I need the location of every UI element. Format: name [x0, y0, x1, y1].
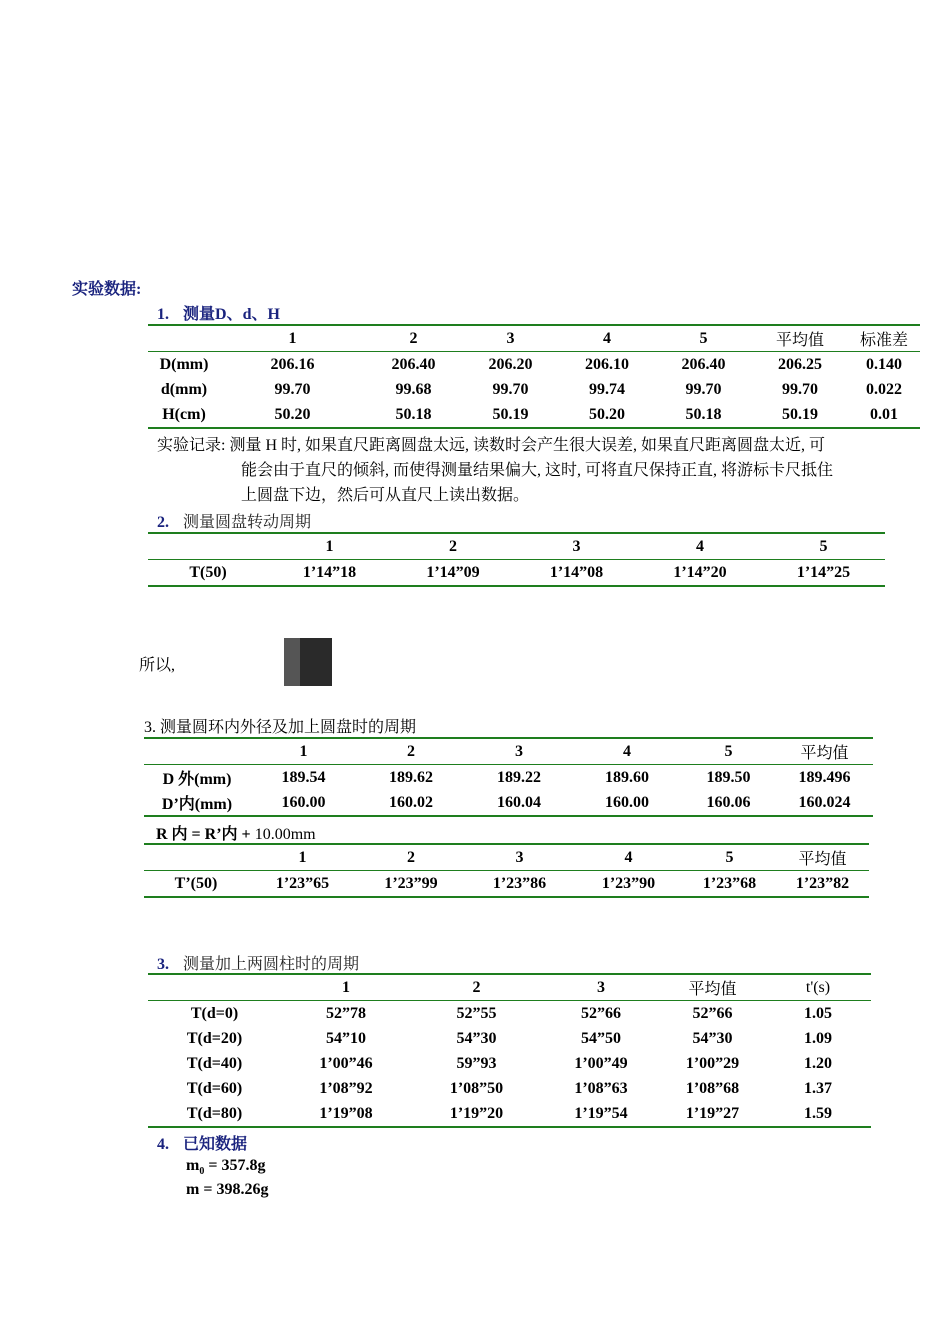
column-header: 5	[681, 738, 776, 765]
table-cell: 1’00”49	[574, 1054, 628, 1072]
formula-rest: 10.00mm	[250, 826, 316, 843]
column-header	[148, 325, 220, 352]
column-header	[144, 844, 248, 871]
table-row	[148, 402, 920, 428]
table-cell: 54”30	[692, 1029, 733, 1047]
column-header: 3	[515, 533, 638, 560]
m0-sub: 0	[199, 1166, 205, 1178]
table-cell: 160.04	[465, 790, 573, 816]
column-header: 3	[462, 325, 559, 352]
m0-value	[186, 1157, 265, 1177]
table-cell: 189.22	[497, 768, 541, 786]
table-row	[148, 1051, 871, 1076]
s2-title-text: 测量圆盘转动周期	[183, 514, 312, 531]
s1-title-b: D、d、H	[215, 306, 280, 323]
table-row	[148, 1001, 871, 1027]
column-header: 3	[465, 738, 573, 765]
table-cell: 1.37	[804, 1079, 832, 1097]
note-line: 实验记录: 测量 H 时, 如果直尺距离圆盘太远, 读数时会产生很大误差, 如果直尺距离圆盘太近, 可	[157, 437, 826, 454]
table-cell: 206.40	[391, 355, 436, 373]
table-cell: 54”10	[326, 1029, 366, 1047]
table-row	[148, 560, 885, 587]
table-cylinders-period	[148, 973, 871, 1128]
table-cell: 1’14”18	[268, 560, 391, 587]
column-header: 1	[248, 844, 357, 871]
table-cell: 1’08”92	[319, 1079, 373, 1097]
row-label: T’(50)	[144, 871, 248, 898]
row-label: T(d=80)	[148, 1101, 281, 1127]
table-cell: 1’23”68	[683, 871, 776, 898]
table-cell: 206.25	[778, 355, 822, 373]
section-title: 实验数据:	[72, 281, 142, 298]
table-cell: 1’14”09	[391, 560, 515, 587]
column-header: 1	[268, 533, 391, 560]
column-header: 平均值	[776, 844, 869, 871]
table-cell: 1’00”46	[319, 1054, 373, 1072]
table-cell: 0.022	[866, 380, 902, 398]
row-label: T(d=60)	[186, 1079, 243, 1097]
column-header: 4	[573, 738, 681, 765]
table-cell: 206.10	[585, 355, 629, 373]
table-cell: 1’23”82	[776, 871, 869, 898]
table-cell: 99.74	[589, 380, 625, 398]
s1-title	[157, 301, 280, 324]
table-dimensions	[148, 324, 920, 429]
table-header-row	[144, 738, 873, 765]
table-cell: 1’23”86	[465, 871, 574, 898]
column-header: 5	[683, 844, 776, 871]
column-header: 平均值	[776, 738, 873, 765]
column-header: 1	[281, 974, 411, 1001]
table-cell: 99.70	[685, 380, 722, 398]
table-cell: 206.20	[488, 355, 533, 373]
s3-title: 3. 测量圆环内外径及加上圆盘时的周期	[144, 719, 417, 736]
table-row	[148, 377, 920, 402]
column-header: 4	[559, 325, 655, 352]
table-cell: 1’23”99	[357, 871, 465, 898]
table-cell: 1’08”68	[685, 1079, 740, 1097]
column-header	[144, 738, 250, 765]
table-cell: 189.62	[389, 768, 433, 786]
table-header-row	[148, 974, 871, 1001]
table-cell: 52”55	[456, 1004, 497, 1022]
table-cell: 52”66	[692, 1004, 733, 1022]
column-header: 1	[250, 738, 357, 765]
table-row	[148, 1026, 871, 1051]
s2-number: 2.	[157, 514, 169, 531]
table-cell: 160.024	[776, 790, 873, 816]
table-cell: 1’14”25	[762, 560, 885, 587]
table-cell: 59”93	[456, 1054, 497, 1072]
table-cell: 206.16	[270, 355, 315, 373]
table-cell: 160.02	[357, 790, 465, 816]
column-header: 2	[365, 325, 462, 352]
table-cell: 160.06	[681, 790, 776, 816]
table-cell: 1’19”54	[542, 1101, 660, 1127]
table-cell: 1’14”08	[515, 560, 638, 587]
table-cell: 99.70	[274, 380, 311, 398]
table-cell: 160.00	[250, 790, 357, 816]
note-line: 上圆盘下边，然后可从直尺上读出数据。	[241, 487, 530, 504]
row-label: D(mm)	[159, 355, 209, 373]
table-cell: 1’23”90	[574, 871, 683, 898]
s5-title-text: 已知数据	[183, 1136, 248, 1153]
column-header: 平均值	[660, 974, 765, 1001]
table-cell: 50.20	[220, 402, 365, 428]
table-cell: 1.20	[804, 1054, 832, 1072]
m0-number: = 357.8g	[204, 1157, 266, 1174]
table-cell: 189.54	[281, 768, 326, 786]
row-label: H(cm)	[148, 402, 220, 428]
m0-label: m	[186, 1157, 200, 1174]
radius-formula	[156, 821, 316, 844]
table-cell: 50.18	[655, 402, 752, 428]
table-header-row	[148, 325, 920, 352]
row-label: T(d=40)	[186, 1054, 243, 1072]
formula-image	[284, 638, 332, 686]
table-header-row	[148, 533, 885, 560]
table-cell: 206.40	[681, 355, 726, 373]
row-label: T(d=0)	[190, 1004, 239, 1022]
table-cell: 54”50	[581, 1029, 621, 1047]
table-period	[148, 532, 885, 587]
column-header: 平均值	[752, 325, 848, 352]
table-cell: 1’19”20	[411, 1101, 542, 1127]
table-cell: 99.68	[395, 380, 432, 398]
table-header-row	[144, 844, 869, 871]
table-ring-period	[144, 843, 869, 898]
table-cell: 1’19”08	[281, 1101, 411, 1127]
s4-number: 3.	[157, 956, 169, 973]
table-cell: 99.70	[782, 380, 818, 398]
table-cell: 50.19	[462, 402, 559, 428]
column-header	[148, 533, 268, 560]
table-cell: 50.19	[752, 402, 848, 428]
table-cell: 52”66	[581, 1004, 621, 1022]
table-row	[144, 871, 869, 898]
column-header: 3	[542, 974, 660, 1001]
formula-bold: R 内 = R’内 +	[156, 826, 251, 843]
table-cell: 54”30	[456, 1029, 497, 1047]
column-header: 4	[638, 533, 762, 560]
column-header: 4	[574, 844, 683, 871]
table-cell: 1’14”20	[638, 560, 762, 587]
table-row	[148, 352, 920, 378]
table-cell: 50.18	[365, 402, 462, 428]
column-header	[148, 974, 281, 1001]
table-row	[144, 790, 873, 816]
column-header: 3	[465, 844, 574, 871]
table-cell: 1’00”29	[685, 1054, 740, 1072]
s1-title-a: 测量	[183, 306, 216, 323]
table-row	[148, 1076, 871, 1101]
column-header: 2	[357, 738, 465, 765]
s5-number: 4.	[157, 1136, 169, 1153]
s2-title	[157, 509, 311, 532]
table-cell: 50.20	[559, 402, 655, 428]
table-cell: 1.05	[804, 1004, 832, 1022]
table-cell: 189.50	[706, 768, 751, 786]
table-ring-diameter	[144, 737, 873, 817]
column-header: 2	[411, 974, 542, 1001]
so-text: 所以,	[139, 657, 176, 674]
s5-title	[157, 1131, 247, 1154]
table-row	[148, 1101, 871, 1127]
row-label: d(mm)	[160, 380, 208, 398]
table-row	[144, 765, 873, 791]
column-header: 5	[762, 533, 885, 560]
s1-number: 1.	[157, 306, 169, 323]
column-header: 2	[357, 844, 465, 871]
table-cell: 1’23”65	[248, 871, 357, 898]
table-cell: 99.70	[492, 380, 529, 398]
column-header: 标准差	[848, 325, 920, 352]
table-cell: 1.59	[765, 1101, 871, 1127]
table-cell: 0.01	[848, 402, 920, 428]
table-cell: 1’19”27	[660, 1101, 765, 1127]
table-cell: 0.140	[866, 355, 902, 373]
s4-title	[157, 951, 359, 974]
s4-title-text: 测量加上两圆柱时的周期	[183, 956, 360, 973]
m-value: m = 398.26g	[186, 1181, 269, 1198]
table-cell: 189.60	[605, 768, 649, 786]
table-cell: 1.09	[804, 1029, 832, 1047]
table-cell: 1’08”63	[574, 1079, 628, 1097]
row-label: D’内(mm)	[144, 790, 250, 816]
column-header: 2	[391, 533, 515, 560]
column-header: t'(s)	[765, 974, 871, 1001]
experiment-note	[157, 433, 897, 508]
column-header: 1	[220, 325, 365, 352]
table-cell: 52”78	[326, 1004, 366, 1022]
note-line: 能会由于直尺的倾斜, 而使得测量结果偏大, 这时, 可将直尺保持正直, 将游标卡尺抵住	[241, 462, 834, 479]
row-label: D 外(mm)	[162, 771, 232, 788]
table-cell: 160.00	[573, 790, 681, 816]
row-label: T(50)	[148, 560, 268, 587]
column-header: 5	[655, 325, 752, 352]
table-cell: 1’08”50	[449, 1079, 504, 1097]
table-cell: 189.496	[798, 768, 851, 786]
row-label: T(d=20)	[186, 1029, 243, 1047]
